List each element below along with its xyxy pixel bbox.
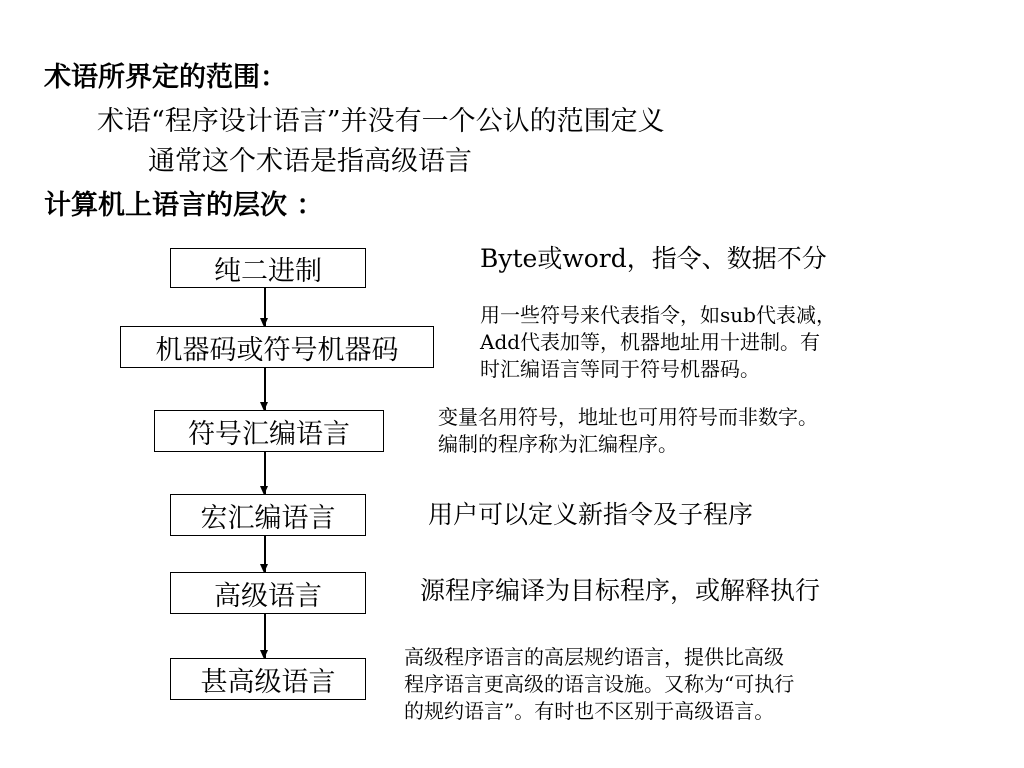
level-box-macro-assembly [170,494,366,536]
level-label: 机器码或符号机器码 [155,334,399,366]
desc-line: 编制的程序称为汇编程序。 [438,432,678,456]
section-heading-levels: 计算机上语言的层次 ： [44,190,324,221]
scope-line-definition: 术语“程序设计语言”并没有一个公认的范围定义 [97,106,665,137]
flow-arrow [264,536,266,572]
desc-machine-code [480,302,836,383]
desc-line: Add代表加等，机器地址用十进制。有 [480,330,821,354]
flow-arrow [264,288,266,326]
level-label: 高级语言 [214,580,322,612]
desc-line: 变量名用符号，地址也可用符号而非数字。 [438,405,818,429]
level-box-machine-code [120,326,434,368]
desc-line: 高级程序语言的高层规约语言，提供比高级 [404,645,784,669]
level-label: 纯二进制 [214,255,322,287]
flow-arrow [264,452,266,494]
desc-assembly [438,404,818,458]
desc-very-high-level [404,644,794,725]
level-label: 甚高级语言 [200,666,336,698]
desc-macro-assembly: 用户可以定义新指令及子程序 [428,500,754,529]
level-box-assembly [154,410,384,452]
level-box-very-high-level [170,658,366,700]
desc-binary: Byte或word，指令、数据不分 [480,244,827,273]
desc-high-level: 源程序编译为目标程序，或解释执行 [420,576,821,605]
flow-arrow [264,368,266,410]
desc-line: 用一些符号来代表指令，如sub代表减， [480,303,836,327]
level-box-binary [170,248,366,288]
level-label: 宏汇编语言 [200,502,336,534]
scope-line-high-level: 通常这个术语是指高级语言 [148,146,472,177]
desc-line: 的规约语言”。有时也不区别于高级语言。 [404,699,775,723]
desc-line: 程序语言更高级的语言设施。又称为“可执行 [404,672,795,696]
level-box-high-level [170,572,366,614]
desc-line: 时汇编语言等同于符号机器码。 [480,357,760,381]
flow-arrow [264,614,266,658]
level-label: 符号汇编语言 [188,418,350,450]
section-heading-scope: 术语所界定的范围： [44,62,287,93]
